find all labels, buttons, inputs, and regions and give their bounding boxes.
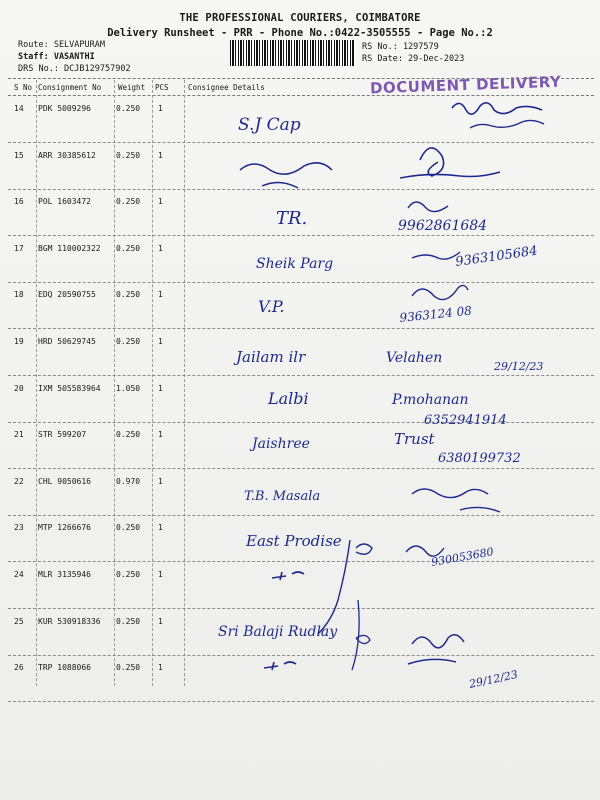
handwritten-phone: 9363105684 — [454, 243, 539, 270]
row-weight: 0.970 — [116, 476, 141, 486]
handwritten-name: Jaishree — [252, 436, 310, 452]
row-consignment-no: MTP 1266676 — [38, 523, 91, 533]
table-row — [8, 376, 594, 423]
row-pcs: 1 — [158, 616, 163, 626]
handwritten-date: 29/12/23 — [467, 667, 519, 691]
row-consignment-no: KUR 530918336 — [38, 616, 101, 626]
row-sno: 26 — [14, 663, 24, 673]
handwritten-name: TR. — [276, 208, 308, 229]
company-title: THE PROFESSIONAL COURIERS, COIMBATORE — [179, 12, 421, 24]
row-weight: 0.250 — [116, 104, 141, 113]
handwritten-name: Lalbi — [268, 389, 309, 408]
col-header-sno: S No — [14, 83, 33, 92]
row-pcs: 1 — [158, 290, 163, 300]
col-header-consignment: Consignment No — [38, 83, 102, 92]
row-pcs: 1 — [158, 570, 163, 579]
row-divider — [8, 701, 594, 702]
row-pcs: 1 — [158, 430, 163, 440]
table-row — [8, 329, 594, 376]
row-sno: 20 — [14, 383, 24, 393]
row-sno: 25 — [14, 616, 24, 626]
handwritten-name: Sheik Parg — [256, 256, 334, 272]
table-row — [8, 515, 594, 562]
row-sno: 15 — [14, 150, 24, 160]
handwritten-date: 29/12/23 — [494, 360, 544, 373]
header-top-rule — [8, 78, 594, 79]
row-weight: 0.250 — [116, 616, 141, 626]
runsheet-title: Delivery Runsheet - PRR - Phone No.:0422-3505555 - Page No.:2 — [107, 27, 493, 39]
row-sno: 16 — [14, 197, 24, 207]
rs-date: RS Date: 29-Dec-2023 — [362, 54, 465, 64]
row-pcs: 1 — [158, 150, 163, 160]
handwritten-phone: 930053680 — [430, 545, 495, 569]
route-label: Route: SELVAPURAM — [18, 40, 105, 50]
row-pcs: 1 — [158, 243, 163, 253]
handwritten-name: East Prodise — [246, 532, 342, 550]
row-sno: 18 — [14, 290, 24, 300]
row-pcs: 1 — [158, 476, 163, 486]
row-consignment-no: MLR 3135946 — [38, 570, 91, 579]
row-consignment-no: EDQ 20590755 — [38, 290, 96, 300]
drs-number: DRS No.: DCJB129757902 — [18, 64, 131, 74]
row-consignment-no: IXM 505583964 — [38, 383, 101, 393]
row-weight: 0.250 — [116, 430, 141, 440]
row-weight: 0.250 — [116, 243, 141, 253]
row-sno: 19 — [14, 337, 24, 346]
row-weight: 0.250 — [116, 197, 141, 207]
handwritten-signature-text: P.mohanan — [392, 392, 469, 408]
col-header-consignee: Consignee Details — [188, 83, 265, 92]
row-pcs: 1 — [158, 383, 163, 393]
row-consignment-no: ARR 30385612 — [38, 150, 96, 160]
row-sno: 24 — [14, 570, 24, 579]
table-row — [8, 143, 594, 190]
row-consignment-no: TRP 1088066 — [38, 663, 91, 673]
row-weight: 0.250 — [116, 570, 141, 579]
barcode-image — [230, 40, 355, 66]
table-row — [8, 189, 594, 236]
handwritten-name: S.J Cap — [238, 115, 301, 135]
table-row — [8, 282, 594, 329]
row-weight: 1.050 — [116, 383, 141, 393]
row-pcs: 1 — [158, 337, 163, 346]
row-consignment-no: POL 1603472 — [38, 197, 91, 207]
col-header-pcs: PCS — [155, 83, 169, 92]
table-row — [8, 236, 594, 283]
row-consignment-no: STR 599207 — [38, 430, 87, 440]
handwritten-name: Sri Balaji Rudlay — [218, 624, 338, 640]
row-weight: 0.250 — [116, 523, 141, 533]
table-row — [8, 562, 594, 609]
staff-label: Staff: VASANTHI — [18, 52, 95, 62]
row-sno: 14 — [14, 104, 24, 113]
handwritten-phone: 6380199732 — [438, 451, 521, 466]
handwritten-name: T.B. Masala — [244, 489, 321, 504]
row-sno: 17 — [14, 243, 24, 253]
row-consignment-no: CHL 9050616 — [38, 476, 91, 486]
row-pcs: 1 — [158, 523, 163, 533]
row-pcs: 1 — [158, 197, 163, 207]
row-sno: 21 — [14, 430, 24, 440]
row-pcs: 1 — [158, 104, 163, 113]
row-weight: 0.250 — [116, 150, 141, 160]
row-weight: 0.250 — [116, 290, 141, 300]
row-sno: 23 — [14, 523, 24, 533]
rs-number: RS No.: 1297579 — [362, 42, 439, 52]
handwritten-name: Jailam ilr — [236, 348, 306, 366]
handwritten-phone: 9962861684 — [398, 218, 488, 234]
table-row — [8, 609, 594, 656]
row-consignment-no: BGM 110002322 — [38, 243, 101, 253]
row-consignment-no: PDK 5009296 — [38, 104, 91, 113]
table-row — [8, 469, 594, 516]
col-header-weight: Weight — [118, 83, 146, 92]
handwritten-name: V.P. — [258, 297, 285, 316]
table-row — [8, 422, 594, 469]
handwritten-phone: 6352941914 — [424, 413, 507, 428]
handwritten-signature-text: Velahen — [386, 350, 443, 366]
table-row — [8, 96, 594, 143]
row-weight: 0.250 — [116, 663, 141, 673]
handwritten-phone: 9363124 08 — [398, 303, 473, 325]
document-delivery-stamp: DOCUMENT DELIVERY — [369, 72, 562, 98]
handwritten-signature-text: Trust — [394, 430, 435, 448]
row-consignment-no: HRD 50629745 — [38, 337, 96, 346]
row-weight: 0.250 — [116, 337, 141, 346]
row-pcs: 1 — [158, 663, 163, 673]
table-row — [8, 655, 594, 702]
row-sno: 22 — [14, 476, 24, 486]
